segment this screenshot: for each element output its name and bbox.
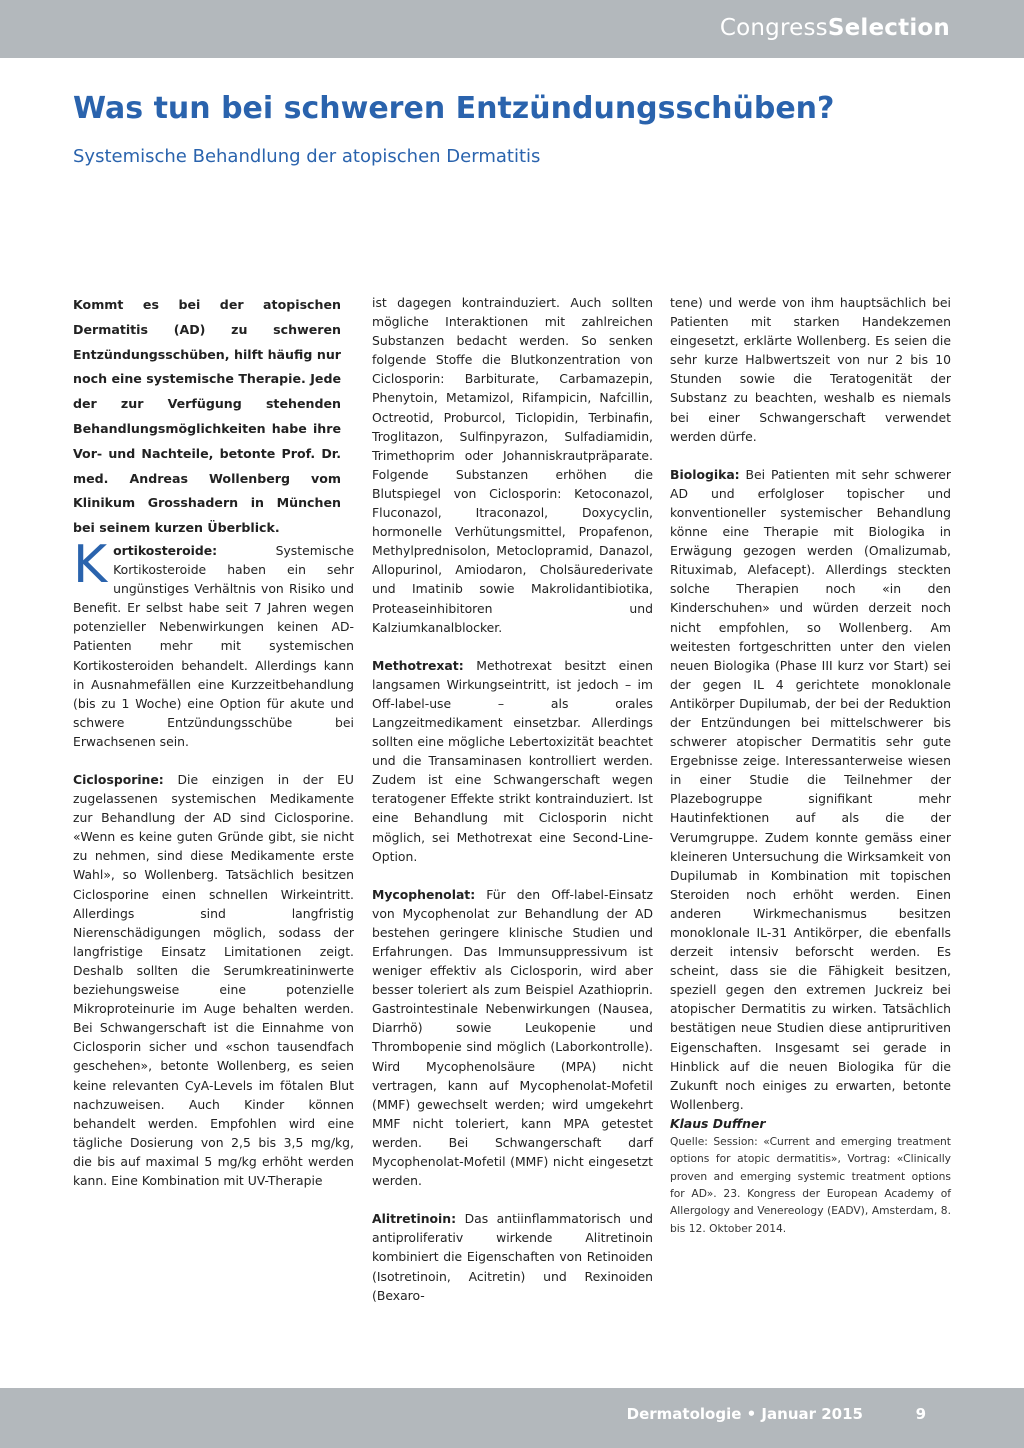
column-1 xyxy=(73,293,354,1190)
brand-bold: Selection xyxy=(827,15,950,41)
heading-mycophenolat: Mycophenolat: xyxy=(372,886,476,902)
text-methotrexat: Methotrexat besitzt einen langsamen Wirkungseintritt, ist jedoch – im Off-label-use – als orales Langzeitmedikament einsetzbar. Allerdings sollten eine mögliche Lebertoxizität beachtet und die Transaminasen kontrolliert werden. Zudem ist eine Schwangerschaft wegen teratogener Effekte strikt kontrainduziert. Ist eine Behandlung mit Ciclosporin nicht möglich, sei Methotrexat eine Second-Line-Option. xyxy=(372,657,653,864)
page-number: 9 xyxy=(915,1405,926,1423)
lead-paragraph: Kommt es bei der atopischen Dermatitis (AD) zu schweren Entzündungsschüben, hilft häufig nur noch eine systemische Therapie. Jede der zur Verfügung stehenden Behandlungsmöglichkeiten habe ihre Vor- und Nachteile, betonte Prof. Dr. med. Andreas Wollenberg vom Klinikum Grosshadern in München bei seinem kurzen Überblick. xyxy=(73,297,341,536)
section-mycophenolat xyxy=(372,885,653,1191)
header-bar xyxy=(0,0,1024,58)
column-3 xyxy=(670,293,951,1237)
journal-issue: Dermatologie • Januar 2015 xyxy=(626,1405,863,1423)
section-methotrexat xyxy=(372,656,653,866)
heading-kortikosteroide: ortikosteroide: xyxy=(113,542,218,558)
section-kortikosteroide xyxy=(73,534,354,751)
heading-alitretinoin: Alitretinoin: xyxy=(372,1211,457,1227)
section-ciclosporine xyxy=(73,770,354,1190)
column-2 xyxy=(372,293,653,1305)
text-alitretinoin: Das antiinflammatorisch und antiproliferativ wirkende Alitretinoin kombiniert die Eigenschaften von Retinoiden (Isotretinoin, Acitretin) und Rexinoiden (Bexaro- xyxy=(372,1211,653,1303)
brand-light: Congress xyxy=(719,15,828,41)
text-kortikosteroide: Systemische Kortikosteroide haben ein sehr ungünstiges Verhältnis von Risiko und Benefit. Er selbst habe seit 7 Jahren wegen potenzieller Nebenwirkungen keinen AD-Patienten mehr mit systemischen Kortikosteroiden behandelt. Allerdings kann in Ausnahmefällen eine Kurzzeitbehandlung (bis zu 1 Woche) eine Option für akute und schwere Entzündungsschübe bei Erwachsenen sein. xyxy=(73,542,354,749)
source-note: Quelle: Session: «Current and emerging treatment options for atopic dermatitis», Vortrag: «Clinically proven and emerging systemic treatment options for AD». 23. Kongress der European Academy of Allergology and Venereology (EADV), Amsterdam, 8. bis 12. Oktober 2014. xyxy=(670,1135,951,1235)
text-ciclosporine-cont: ist dagegen kontrainduziert. Auch sollten mögliche Interaktionen mit zahlreichen Substanzen bedacht werden. So senken folgende Stoffe die Blutkonzentration von Ciclosporin: Barbiturate, Carbamazepin, Phenytoin, Metamizol, Rifampicin, Nafcillin, Octreotid, Proburcol, Ticlopidin, Terbinafin, Troglitazon, Sulfinpyrazon, Sulfadiamidin, Trimethoprim oder Johanniskrautpräparate. Folgende Substanzen erhöhen die Blutspiegel von Ciclosporin: Ketoconazol, Fluconazol, Itraconazol, Doxycyclin, hormonelle Verhütungsmittel, Propafenon, Methylprednisolon, Metoclopramid, Danazol, Allopurinol, Amiodaron, Cholsäurederivate und Imatinib sowie Makrolidantibiotika, Proteaseinhibitoren und Kalziumkanalblocker. xyxy=(372,295,653,635)
heading-ciclosporine: Ciclosporine: xyxy=(73,772,164,787)
text-mycophenolat: Für den Off-label-Einsatz von Mycophenolat zur Behandlung der AD bestehen geringere klinische Studien und Erfahrungen. Das Immunsuppressivum ist weniger effektiv als Ciclosporin, wird aber besser toleriert als zum Beispiel Azathioprin. Gastrointestinale Nebenwirkungen (Nausea, Diarrhö) sowie Leukopenie und Thrombopenie sind möglich (Laborkontrolle). Wird Mycophenolsäure (MPA) nicht vertragen, kann auf Mycophenolat-Mofetil (MMF) gewechselt werden; wird umgekehrt MMF nicht toleriert, kann MPA getestet werden. Bei Schwangerschaft darf Mycophenolat-Mofetil (MMF) nicht eingesetzt werden. xyxy=(372,886,653,1189)
heading-biologika: Biologika: xyxy=(670,466,740,482)
author-name: Klaus Duffner xyxy=(670,1115,766,1131)
text-ciclosporine: Die einzigen in der EU zugelassenen systemischen Medikamente zur Behandlung der AD sind Ciclosporine. «Wenn es keine guten Gründe gibt, sie nicht zu nehmen, sind diese Medikamente erste Wahl», so Wollenberg. Tatsächlich besitzen Ciclosporine einen schnellen Wirkeintritt. Allerdings sind langfristig Nierenschädigungen möglich, sodass der langfristige Einsatz Limitationen zeigt. Deshalb sollten die Serumkreatininwerte beziehungsweise eine potenzielle Mikroproteinurie im Auge behalten werden. Bei Schwangerschaft ist die Einnahme von Ciclosporin sicher und «schon tausendfach geschehen», betonte Wollenberg, es seien keine relevanten CyA-Levels im fötalen Blut nachzuweisen. Auch Kinder können behandelt werden. Empfohlen wird eine tägliche Dosierung von 2,5 bis 3,5 mg/kg, die bis auf maximal 5 mg/kg erhöht werden kann. Eine Kombination mit UV-Therapie xyxy=(73,772,354,1188)
text-alitretinoin-cont: tene) und werde von ihm hauptsächlich bei Patienten mit starken Handekzemen eingesetzt, erklärte Wollenberg. Es seien die sehr kurze Halbwertszeit von nur 2 bis 10 Stunden sowie die Teratogenität der Substanz zu beachten, weshalb es niemals bei einer Schwangerschaft verwendet werden dürfe. xyxy=(670,295,951,444)
footer-bar xyxy=(0,1388,1024,1448)
heading-methotrexat: Methotrexat: xyxy=(372,657,464,673)
section-alitretinoin xyxy=(372,1209,653,1304)
dropcap: K xyxy=(73,534,108,595)
text-biologika: Bei Patienten mit sehr schwerer AD und erfolgloser topischer und konventioneller systemischer Behandlung könne eine Therapie mit Biologika in Erwägung gezogen werden (Omalizumab, Rituximab, Alefacept). Allerdings steckten solche Therapien noch «in den Kinderschuhen» und würden derzeit noch nicht empfohlen, so Wollenberg. Am weitesten fortgeschritten unter den vielen neuen Biologika (Phase III kurz vor Start) sei der gegen IL 4 gerichtete monoklonale Antikörper Dupilumab, der bei der Reduktion der Entzündungen bei mittelschwerer bis schwerer atopischer Dermatitis sehr gute Ergebnisse zeige. Interessanterweise wiesen in einer Studie die Teilnehmer der Plazebogruppe signifikant mehr Hautinfektionen auf als die der Verumgruppe. Zudem konnte gemäss einer kleineren Untersuchung die Wirksamkeit von Dupilumab in Kombination mit topischen Steroiden noch erhöht werden. Einen anderen Wirkmechanismus besitzen monoklonale IL-31 Antikörper, die ebenfalls derzeit intensiv beforscht werden. Es scheint, dass sie die Fähigkeit besitzen, speziell gegen den extremen Juckreiz bei atopischer Dermatitis zu wirken. Tatsächlich bestätigen neue Studien diese antipruritiven Eigenschaften. Insgesamt sei gerade in Hinblick auf die neuen Biologika für die Zukunft noch einiges zu erwarten, betonte Wollenberg. xyxy=(670,466,951,1112)
article-subtitle: Systemische Behandlung der atopischen Dermatitis xyxy=(73,146,541,167)
section-biologika xyxy=(670,465,951,1114)
article-title: Was tun bei schweren Entzündungsschüben? xyxy=(73,91,835,126)
brand-logo xyxy=(720,17,950,40)
